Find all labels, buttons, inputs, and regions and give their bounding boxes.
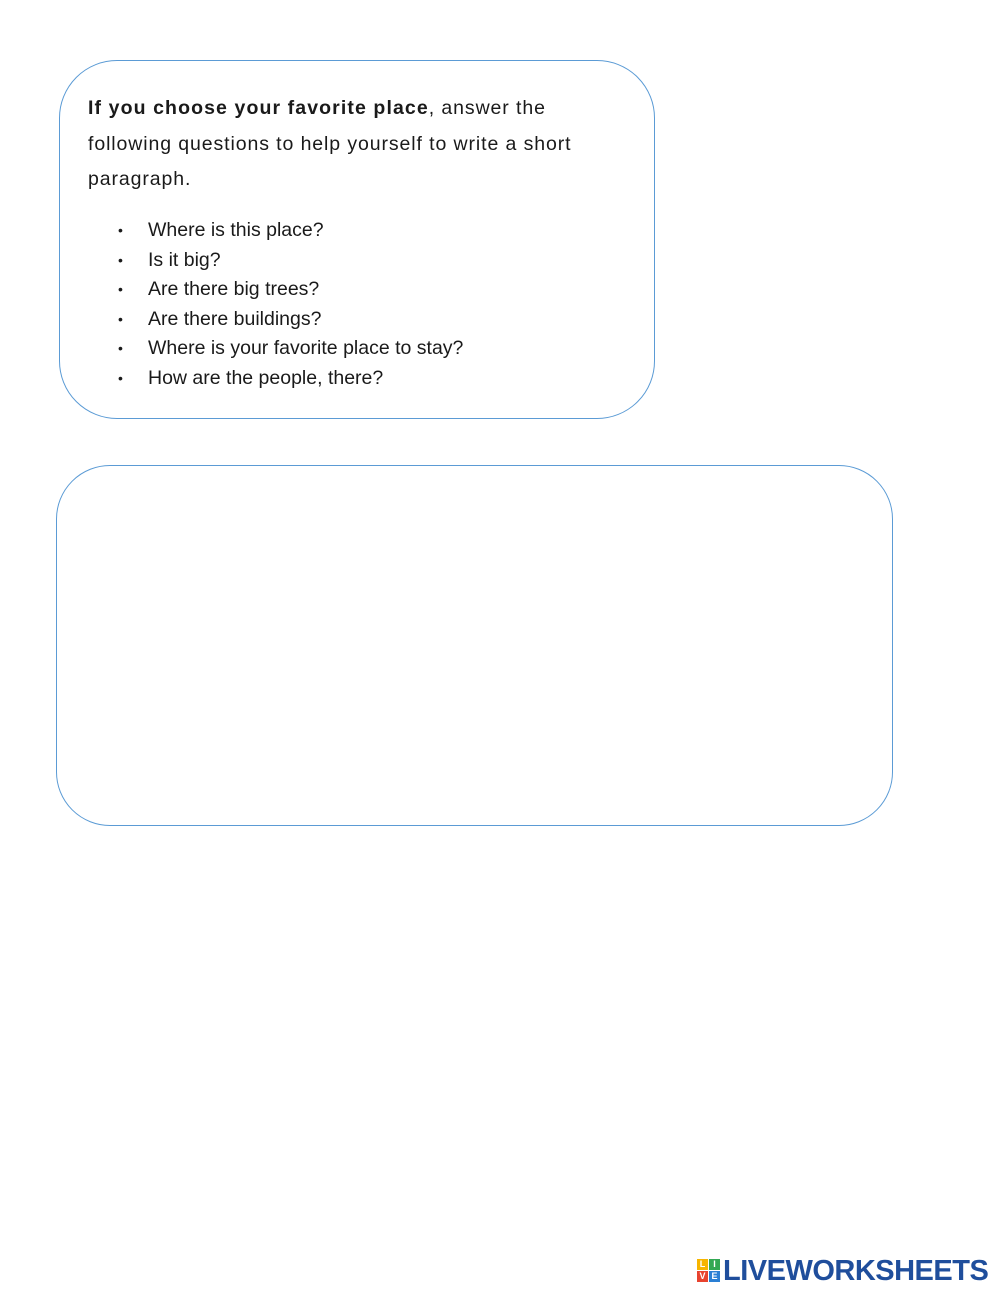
question-text: Where is this place? <box>148 219 324 241</box>
prompt-intro-rest: , answer the following questions to help yourself to write a short paragraph. <box>88 97 572 190</box>
liveworksheets-logo-icon <box>697 1259 721 1283</box>
question-item <box>118 275 463 305</box>
bullet-icon: • <box>118 281 123 297</box>
logo-letter: L <box>697 1259 708 1270</box>
logo-letter: E <box>709 1271 720 1282</box>
logo-letter: I <box>709 1259 720 1270</box>
question-item <box>118 364 463 394</box>
question-text: Are there buildings? <box>148 307 322 330</box>
question-item <box>118 246 463 276</box>
logo-letter: V <box>697 1271 708 1282</box>
bullet-icon: • <box>118 251 123 268</box>
question-list <box>118 216 463 393</box>
bullet-icon: • <box>118 340 123 356</box>
liveworksheets-branding <box>697 1257 988 1285</box>
answer-text-box[interactable] <box>56 465 893 826</box>
question-item <box>118 334 463 364</box>
question-text: How are the people, there? <box>148 366 384 389</box>
bullet-icon: • <box>118 369 123 386</box>
prompt-intro <box>88 91 628 198</box>
question-item <box>118 216 463 246</box>
prompt-intro-bold: If you choose your favorite place <box>88 97 429 119</box>
liveworksheets-wordmark: LIVEWORKSHEETS <box>723 1255 989 1287</box>
question-text: Are there big trees? <box>148 278 320 300</box>
bullet-icon: • <box>118 222 123 238</box>
question-item <box>118 305 463 335</box>
question-text: Where is your favorite place to stay? <box>148 337 464 359</box>
question-text: Is it big? <box>148 248 221 271</box>
bullet-icon: • <box>118 310 123 327</box>
